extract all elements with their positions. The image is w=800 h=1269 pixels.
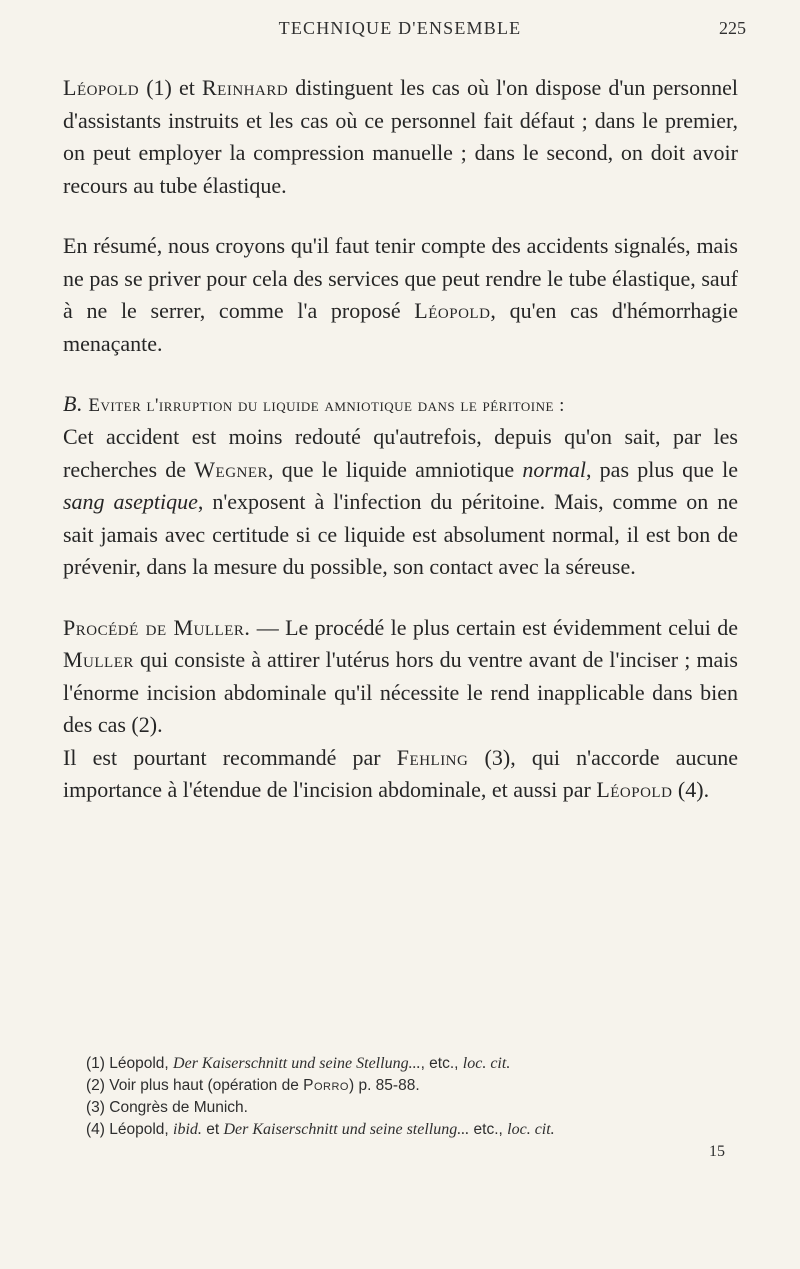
italic-term: loc. cit.: [462, 1055, 511, 1072]
text-span: etc.,: [469, 1121, 508, 1138]
signature-mark: 15: [709, 1143, 725, 1160]
text-span: (3) Congrès de Munich.: [86, 1099, 248, 1116]
italic-term: loc. cit.: [507, 1121, 555, 1138]
text-span: (2) Voir plus haut (opération de: [86, 1077, 304, 1094]
body-text: [63, 72, 738, 807]
italic-title: Der Kaiserschnitt und seine stellung...: [223, 1121, 470, 1138]
text-span: (3), qui n'accorde aucune importance à l'étendue de l'incision abdominale, et aussi par: [63, 744, 738, 802]
italic-term: sang aseptique: [63, 489, 198, 514]
text-span: , que le liquide amniotique: [268, 456, 523, 482]
paragraph-5: [63, 742, 738, 807]
paragraph-heading: Procédé de Muller.: [63, 614, 251, 640]
paragraph-1: [63, 72, 738, 202]
text-span: , pas plus que le: [585, 456, 738, 482]
text-span: (4) Léopold,: [86, 1121, 174, 1138]
text-span: , n'exposent à l'infection du péritoine. Mais, comme on ne sait jamais avec certitude si ce liquide est absolument normal, il est bon de prévenir, dans la mesure du possible, son contact avec la séreuse.: [63, 489, 738, 579]
text-span: (4).: [672, 777, 710, 802]
text-span: Cet accident est moins redouté qu'autrefois, depuis qu'on sait, par les recherches de: [63, 424, 738, 482]
italic-term: ibid.: [173, 1121, 202, 1138]
running-title: TECHNIQUE D'ENSEMBLE: [278, 18, 522, 38]
section-heading-b: [63, 388, 738, 421]
author-name: Porro: [303, 1077, 349, 1094]
text-span: , etc.,: [420, 1055, 463, 1072]
author-name: Léopold: [596, 777, 673, 802]
text-span: — Le procédé le plus certain est évidemment celui de: [250, 614, 738, 640]
text-span: , qu'en cas d'hémorrhagie menaçante.: [63, 298, 738, 356]
author-name: Muller: [63, 647, 134, 672]
paragraph-3: [63, 421, 738, 584]
running-head: [0, 14, 800, 42]
page-number: 225: [719, 18, 746, 38]
author-name: Wegner: [194, 456, 269, 482]
text-span: (1) et: [139, 75, 202, 100]
footnote-2: [86, 1075, 746, 1097]
paragraph-4: [63, 612, 738, 742]
text-span: et: [201, 1121, 224, 1138]
text-span: ) p. 85-88.: [348, 1077, 420, 1094]
section-title: Eviter l'irruption du liquide amniotique dans le péritoine :: [83, 395, 565, 416]
text-span: En résumé, nous croyons qu'il faut tenir compte des accidents signalés, mais ne pas se priver pour cela des services que peut rendre le tube élastique, sauf à ne le serrer, comme l'a proposé: [63, 233, 738, 323]
author-name: Léopold: [414, 298, 491, 323]
text-span: (1) Léopold,: [86, 1055, 174, 1072]
footnote-4: [86, 1119, 746, 1141]
section-letter: B.: [63, 391, 84, 416]
author-name: Reinhard: [202, 75, 289, 100]
text-span: Il est pourtant recommandé par: [63, 744, 397, 770]
author-name: Fehling: [396, 744, 469, 770]
text-span: distinguent les cas où l'on dispose d'un personnel d'assistants instruits et les cas où ce personnel fait défaut ; dans le premier, on peut employer la compression manuelle ; dans le second, on doit avoir recours au tube élastique.: [63, 75, 739, 198]
italic-title: Der Kaiserschnitt und seine Stellung...: [173, 1055, 421, 1072]
footnotes: [86, 1053, 746, 1141]
footnote-3: [86, 1097, 746, 1119]
footnote-1: [86, 1053, 746, 1075]
text-span: qui consiste à attirer l'utérus hors du ventre avant de l'inciser ; mais l'énorme incision abdominale qu'il nécessite le rend inapplicable dans bien des cas (2).: [63, 647, 738, 737]
italic-term: normal: [522, 456, 586, 482]
author-name: Léopold: [63, 75, 140, 100]
paragraph-2: [63, 230, 738, 360]
